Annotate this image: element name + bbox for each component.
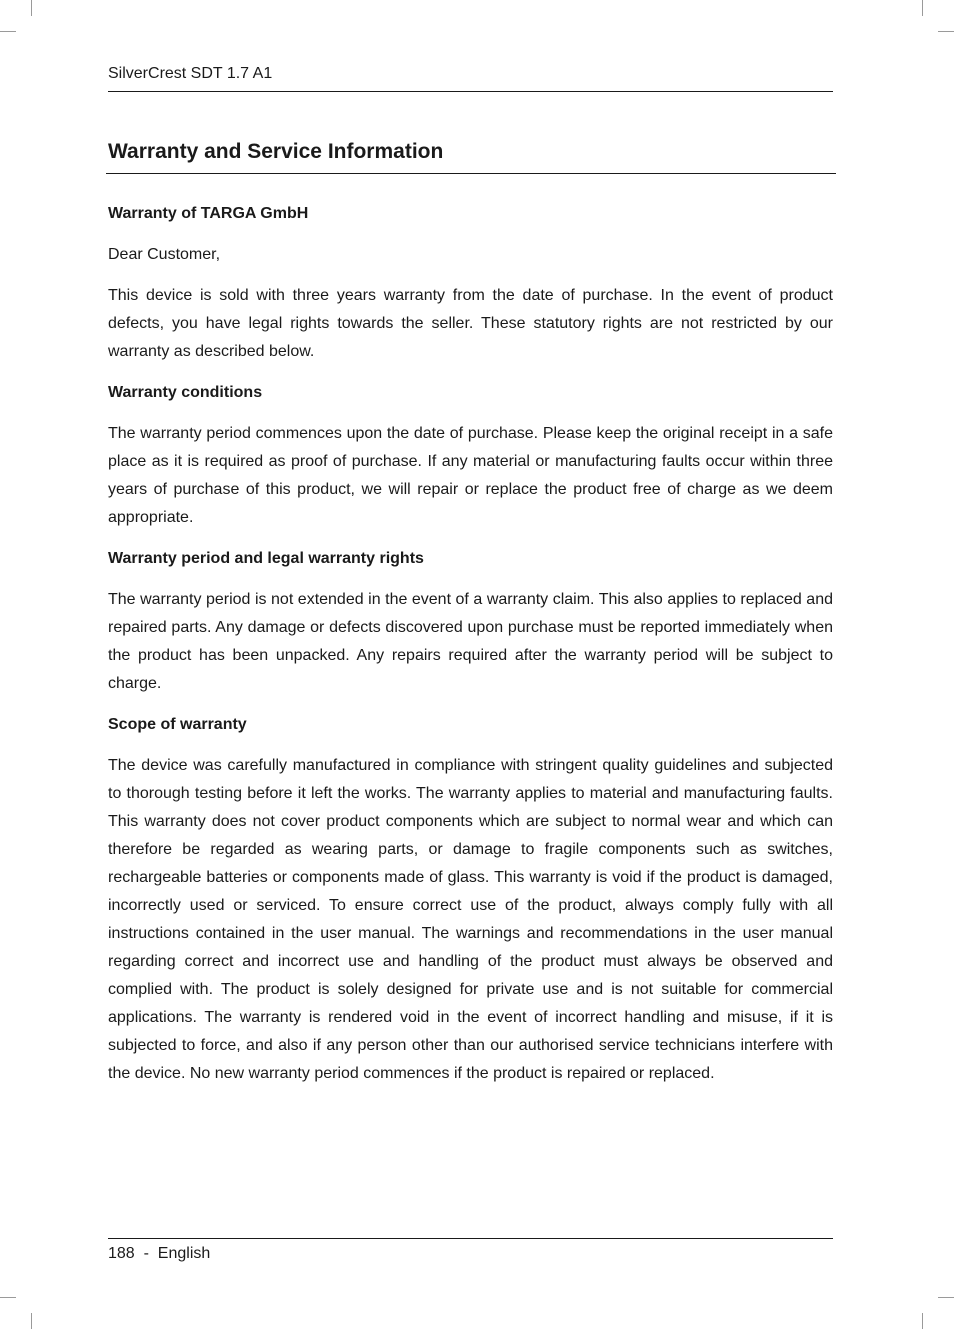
section-scope-of-warranty <box>108 711 833 1088</box>
section-heading: Warranty period and legal warranty rights <box>108 550 424 567</box>
header-rule <box>108 91 833 92</box>
page-title: Warranty and Service Information <box>108 140 444 163</box>
page-number-footer: 188 - English <box>108 1245 211 1262</box>
section-heading: Warranty conditions <box>108 384 263 401</box>
running-header: SilverCrest SDT 1.7 A1 <box>108 65 273 82</box>
section-paragraph: This device is sold with three years warranty from the date of purchase. In the event of product defects, you have legal rights towards the seller. These statutory rights are not restricted by our warranty as described below. <box>108 287 833 360</box>
crop-mark-bottom-left-horizontal <box>0 1297 16 1298</box>
crop-mark-bottom-right-horizontal <box>938 1297 954 1298</box>
section-paragraph: The warranty period is not extended in the event of a warranty claim. This also applies to replaced and repaired parts. Any damage or defects discovered upon purchase must be reported immediately when the product has been unpacked. Any repairs required after the warranty period will be subject to charge. <box>108 591 833 692</box>
salutation: Dear Customer, <box>108 246 221 263</box>
title-rule <box>106 173 836 174</box>
footer-rule <box>108 1238 833 1239</box>
section-heading: Warranty of TARGA GmbH <box>108 205 309 222</box>
crop-mark-bottom-right-vertical <box>922 1313 923 1329</box>
section-paragraph: The warranty period commences upon the date of purchase. Please keep the original receipt in a safe place as it is required as proof of purchase. If any material or manufacturing faults occur within three years of purchase of this product, we will repair or replace the product free of charge as we deem appropriate. <box>108 425 833 526</box>
section-warranty-targa <box>108 200 833 366</box>
crop-mark-top-right-horizontal <box>938 31 954 32</box>
section-warranty-period <box>108 545 833 698</box>
crop-mark-top-left-vertical <box>31 0 32 16</box>
crop-mark-top-right-vertical <box>922 0 923 16</box>
crop-mark-top-left-horizontal <box>0 31 16 32</box>
crop-mark-bottom-left-vertical <box>31 1313 32 1329</box>
section-paragraph: The device was carefully manufactured in compliance with stringent quality guidelines and subjected to thorough testing before it left the works. The warranty applies to material and manufacturing faults. This warranty does not cover product components which are subject to normal wear and which can therefore be regarded as wearing parts, or damage to fragile components such as switches, rechargeable batteries or components made of glass. This warranty is void if the product is damaged, incorrectly used or serviced. To ensure correct use of the product, always comply fully with all instructions contained in the user manual. The warnings and recommendations in the user manual regarding correct and incorrect use and handling of the product must always be observed and complied with. The product is solely designed for private use and is not suitable for commercial applications. The warranty is rendered void in the event of incorrect handling and misuse, if it is subjected to force, and also if any person other than our authorised service technicians interfere with the device. No new warranty period commences if the product is repaired or replaced. <box>108 757 833 1082</box>
section-warranty-conditions <box>108 379 833 532</box>
document-body <box>108 200 833 1101</box>
section-heading: Scope of warranty <box>108 716 247 733</box>
